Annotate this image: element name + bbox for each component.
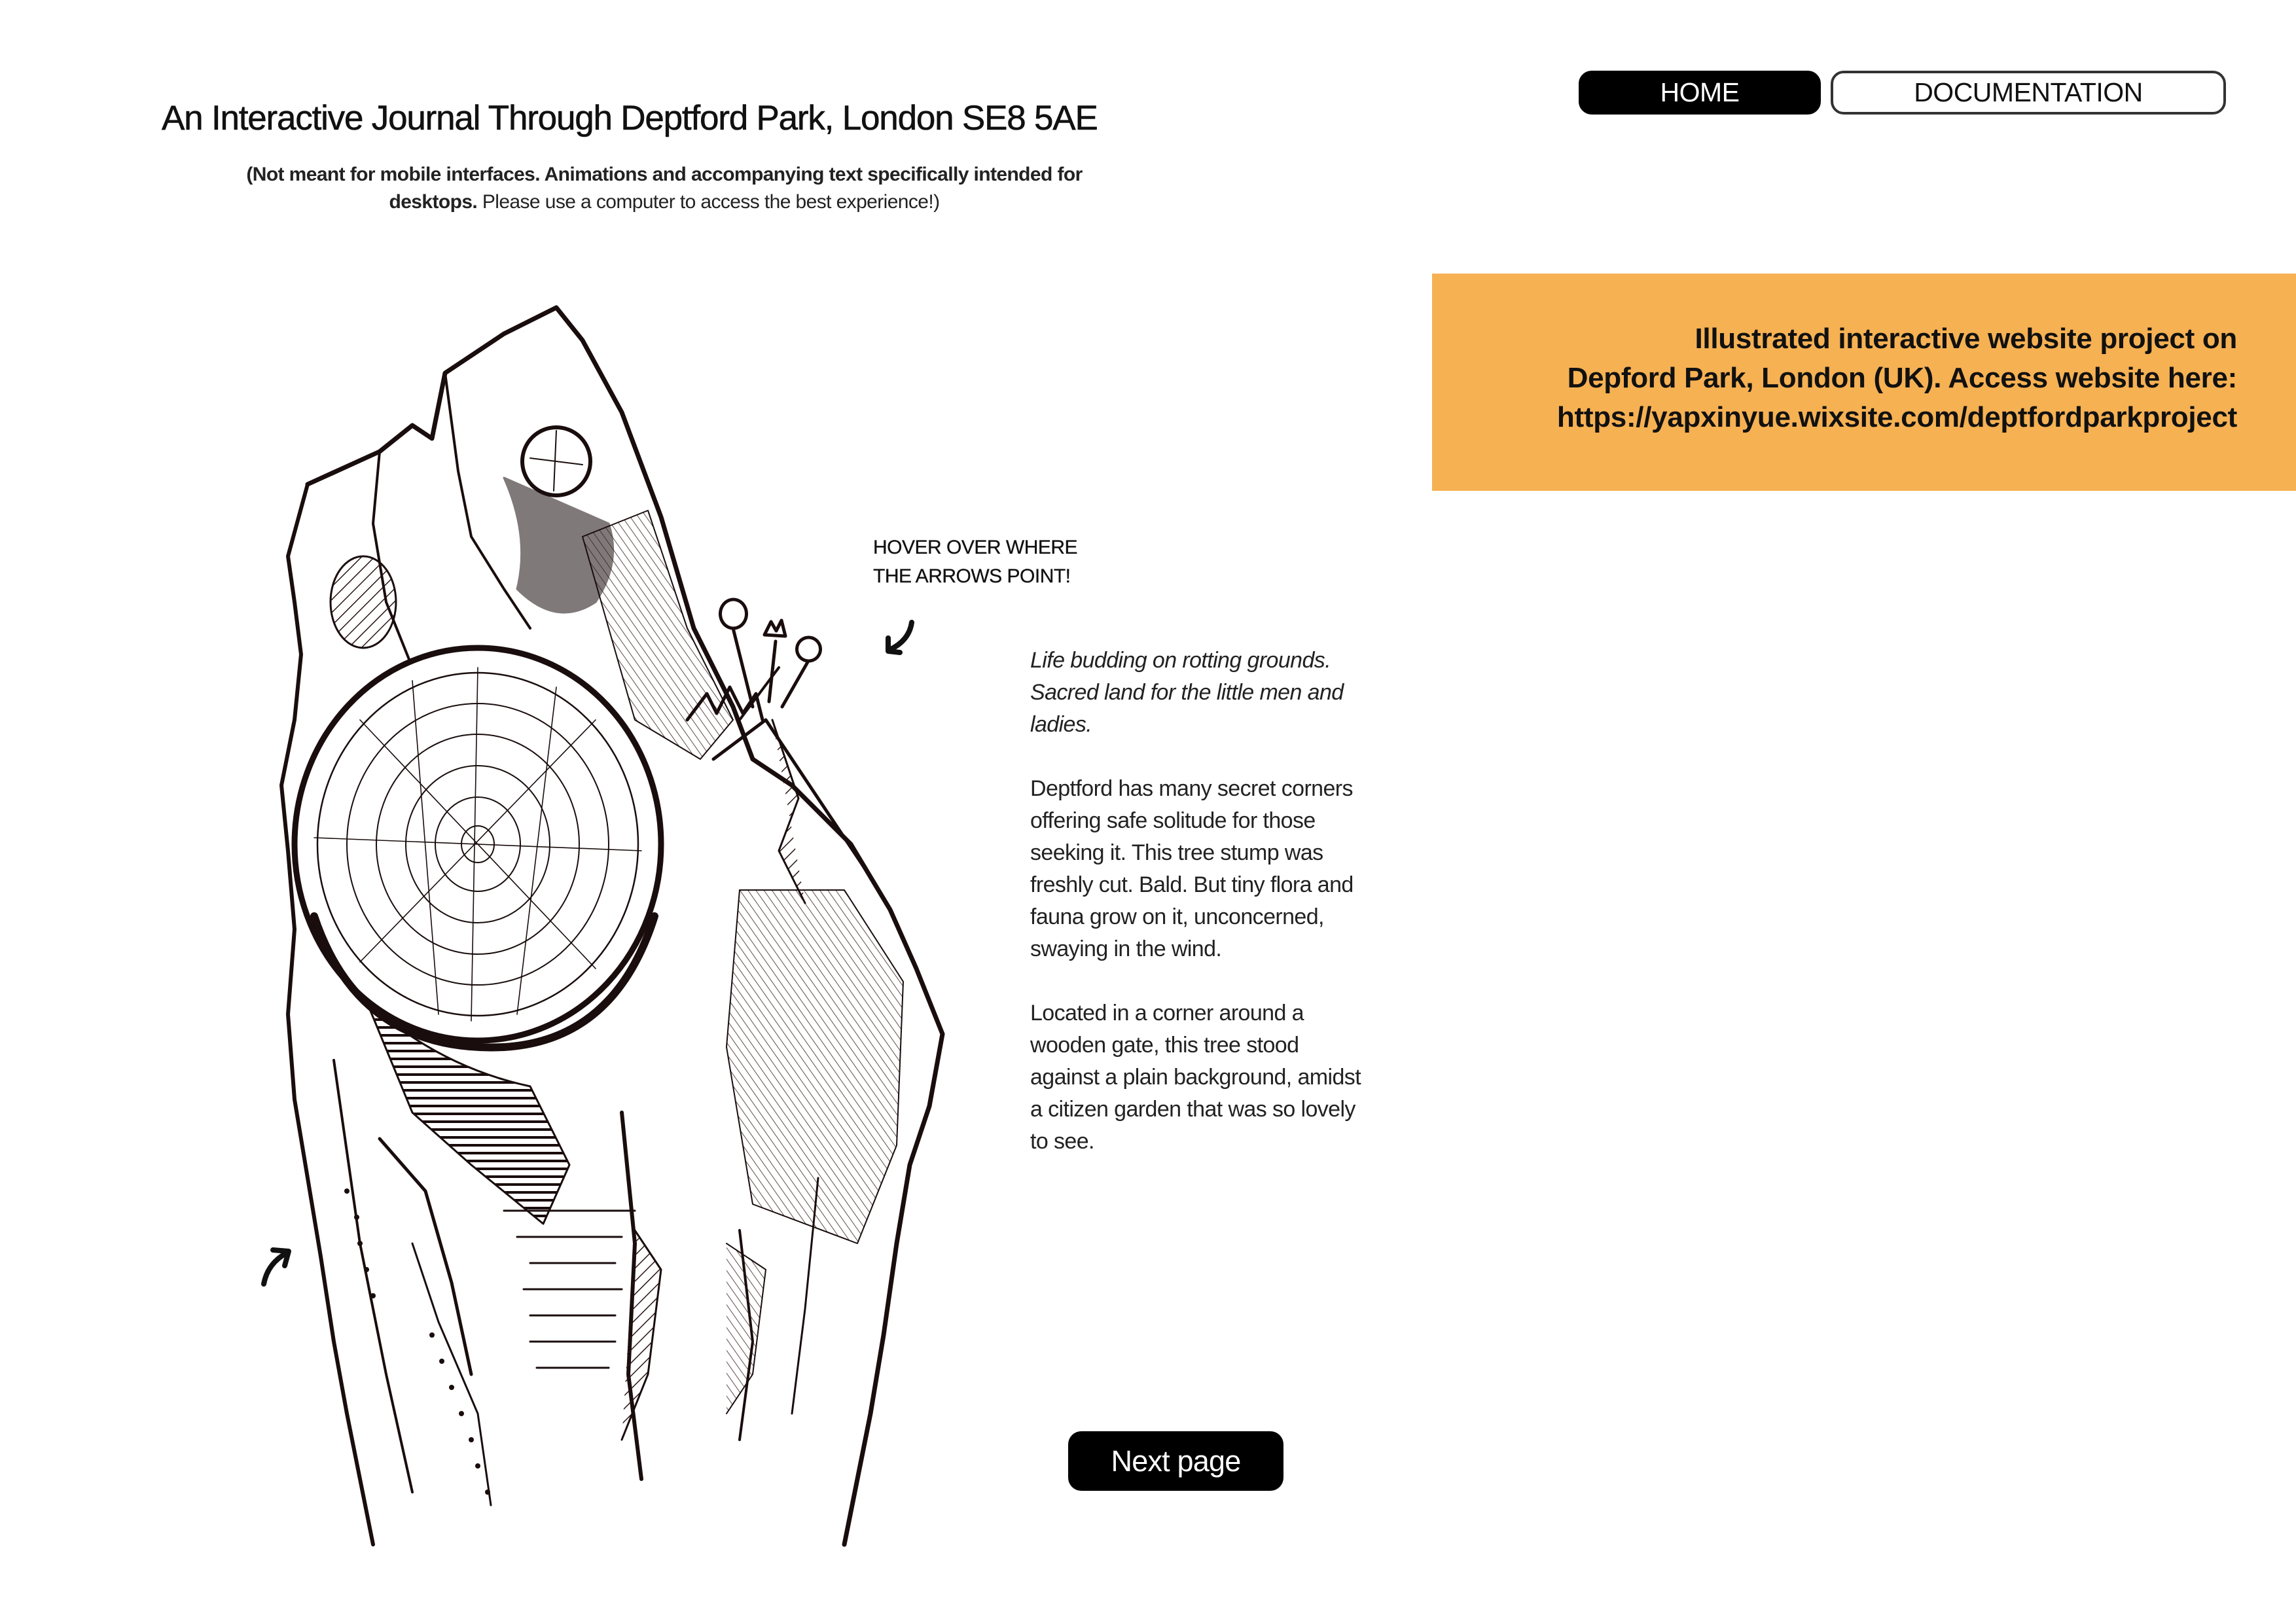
hover-hint xyxy=(873,533,1077,591)
story-paragraph: Deptford has many secret corners offering safe solitude for those seeking it. This tree stump was freshly cut. Bald. But tiny flora and fauna grow on it, unconcerned, swaying in the wind. xyxy=(1030,776,1354,961)
tree-stump-illustration[interactable] xyxy=(164,262,1028,1577)
hover-hint-line: THE ARROWS POINT! xyxy=(873,565,1071,587)
nav-home-button[interactable]: HOME xyxy=(1579,71,1821,115)
project-info-box xyxy=(1432,274,2296,491)
story-paragraph-intro: Life budding on rotting grounds. Sacred land for the little men and ladies. xyxy=(1030,648,1344,737)
story-text xyxy=(1030,645,1371,1190)
info-line: Depford Park, London (UK). Access website here: xyxy=(1567,362,2237,394)
info-line: Illustrated interactive website project on xyxy=(1695,323,2237,355)
page-title: An Interactive Journal Through Deptford Park, London SE8 5AE xyxy=(162,99,1098,137)
story-paragraph: Located in a corner around a wooden gate, this tree stood against a plain background, amidst a citizen garden that was so lovely to see. xyxy=(1030,1001,1361,1154)
curved-arrow-up-right-icon xyxy=(259,1243,298,1289)
info-link: https://yapxinyue.wixsite.com/deptfordparkproject xyxy=(1556,401,2237,433)
nav-documentation-button[interactable]: DOCUMENTATION xyxy=(1831,71,2226,115)
desktop-only-note-rest: Please use a computer to access the best experience!) xyxy=(477,191,940,213)
next-page-button[interactable]: Next page xyxy=(1068,1431,1283,1491)
hover-hint-line: HOVER OVER WHERE xyxy=(873,537,1078,558)
curved-arrow-down-left-icon xyxy=(880,618,920,658)
desktop-only-note xyxy=(216,161,1113,216)
desktop-only-note-bold: (Not meant for mobile interfaces. Animations and accompanying text specifically intended for desktops. xyxy=(246,164,1083,213)
